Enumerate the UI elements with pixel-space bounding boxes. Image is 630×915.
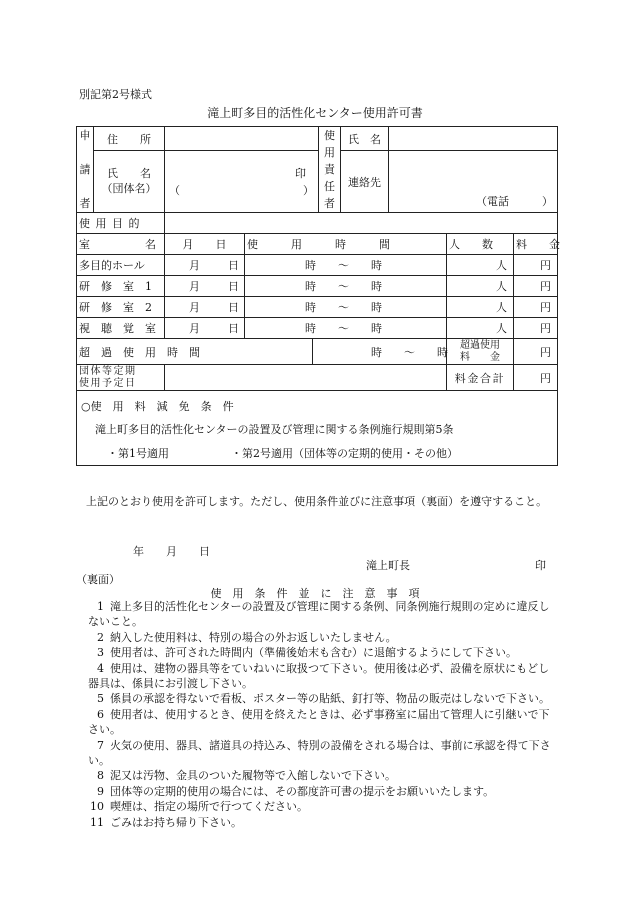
room-time[interactable]: 時 〜 時 [245,276,447,297]
list-item: 9 団体等の定期的使用の場合には、その都度許可書の提示をお願いいたします。 [97,784,495,798]
manager-side-label: 使 用 責 任 者 [319,127,341,213]
room-people[interactable]: 人 [447,297,514,318]
overtime-fee-unit[interactable]: 円 [514,339,558,365]
list-item: 3 使用者は、許可された時間内（準備後始末も含む）に退館するようにして下さい。 [97,646,517,660]
notes-list [88,599,558,830]
purpose-field[interactable] [165,213,558,234]
room-row [77,276,558,297]
room-fee[interactable]: 円 [514,276,558,297]
room-time[interactable]: 時 〜 時 [245,255,447,276]
room-date[interactable]: 月 日 [165,297,245,318]
contact-label: 連絡先 [341,151,389,213]
date-line: 年 月 日 [133,545,210,558]
permission-text: 上記のとおり使用を許可します。ただし、使用条件並びに注意事項（裏面）を遵守すること。 [86,495,548,508]
manager-name-label: 氏 名 [341,127,389,151]
room-people[interactable]: 人 [447,255,514,276]
name-seal-mark: 印 [295,167,307,181]
overtime-time[interactable]: 時 〜 時 [313,339,447,365]
list-item: 2 納入した使用料は、特別の場合の外お返しいたしません。 [97,630,397,644]
room-row [77,318,558,339]
room-people[interactable]: 人 [447,318,514,339]
room-name: 研 修 室 1 [77,276,165,297]
room-time[interactable]: 時 〜 時 [245,297,447,318]
room-header: 室 名 [77,234,165,255]
overtime-label: 超 過 使 用 時 間 [77,339,313,365]
permit-table [76,126,561,466]
fee-header: 料 金 [514,234,558,255]
name-close-paren: ） [303,184,315,198]
list-item: 8 泥又は汚物、金具のついた履物等で入館しないで下さい。 [97,769,396,783]
exemption-section [77,391,558,466]
total-fee-label: 料金合計 [447,365,514,391]
room-date[interactable]: 月 日 [165,318,245,339]
applicant-side-label: 申 請 者 [77,127,94,213]
applicant-name-field[interactable] [165,151,319,213]
room-row [77,255,558,276]
list-item: 11 ごみはお持ち帰り下さい。 [90,815,242,829]
document-title: 滝上町多目的活性化センター使用許可書 [207,106,423,120]
exemption-option-1[interactable]: ・第1号適用 [107,447,169,461]
room-fee[interactable]: 円 [514,297,558,318]
total-fee-unit[interactable]: 円 [514,365,558,391]
overtime-fee-label: 超過使用 料 金 [447,339,514,365]
manager-name-field[interactable] [389,127,558,151]
applicant-name-label: 氏 名 （団体名） [94,151,165,213]
list-item: 1 滝上多目的活性化センターの設置及び管理に関する条例、同条例施行規則の定めに違反しないこと。 [88,600,550,629]
room-name: 視 聴 覚 室 [77,318,165,339]
group-schedule-field[interactable] [165,365,447,391]
date-header: 月 日 [165,234,245,255]
mayor-label: 滝上町長 [366,559,410,572]
room-name: 多目的ホール [77,255,165,276]
exemption-title: ○使 用 料 減 免 条 件 [81,400,234,414]
address-field[interactable] [165,127,319,151]
room-date[interactable]: 月 日 [165,255,245,276]
contact-field[interactable] [389,151,558,213]
phone-label: （電話 ） [476,195,554,209]
room-fee[interactable]: 円 [514,255,558,276]
group-schedule-label: 団体等定期 使用予定日 [77,365,165,391]
room-date[interactable]: 月 日 [165,276,245,297]
room-people[interactable]: 人 [447,276,514,297]
list-item: 10 喫煙は、指定の場所で行つてください。 [90,800,308,814]
room-fee[interactable]: 円 [514,318,558,339]
list-item: 5 係員の承認を得ないで看板、ポスター等の貼紙、釘打等、物品の販売はしないで下さい。 [97,692,550,706]
exemption-rule: 滝上町多目的活性化センターの設置及び管理に関する条例施行規則第5条 [95,423,454,437]
people-header: 人 数 [447,234,514,255]
room-row [77,297,558,318]
list-item: 4 使用は、建物の器具等をていねいに取扱つて下さい。使用後は必ず、設備を原状にもどし器具は、係員にお引渡し下さい。 [88,661,550,691]
reverse-side-label: （裏面） [76,573,120,586]
time-header: 使 用 時 間 [245,234,447,255]
purpose-label: 使用目的 [77,213,165,234]
room-name: 研 修 室 2 [77,297,165,318]
room-time[interactable]: 時 〜 時 [245,318,447,339]
name-open-paren: （ [169,184,180,198]
list-item: 6 使用者は、使用するとき、使用を終えたときは、必ず事務室に届出て管理人に引継いで下さい。 [88,707,550,737]
notes-title: 使 用 条 件 並 に 注 意 事 項 [210,587,420,600]
list-item: 7 火気の使用、器具、諸道具の持込み、特別の設備をされる場合は、事前に承認を得て下さい。 [88,738,551,768]
form-number: 別記第2号様式 [79,88,152,101]
exemption-option-2[interactable]: ・第2号適用（団体等の定期的使用・その他） [231,447,458,461]
mayor-seal-mark: 印 [535,559,546,572]
address-label: 住 所 [94,127,165,151]
